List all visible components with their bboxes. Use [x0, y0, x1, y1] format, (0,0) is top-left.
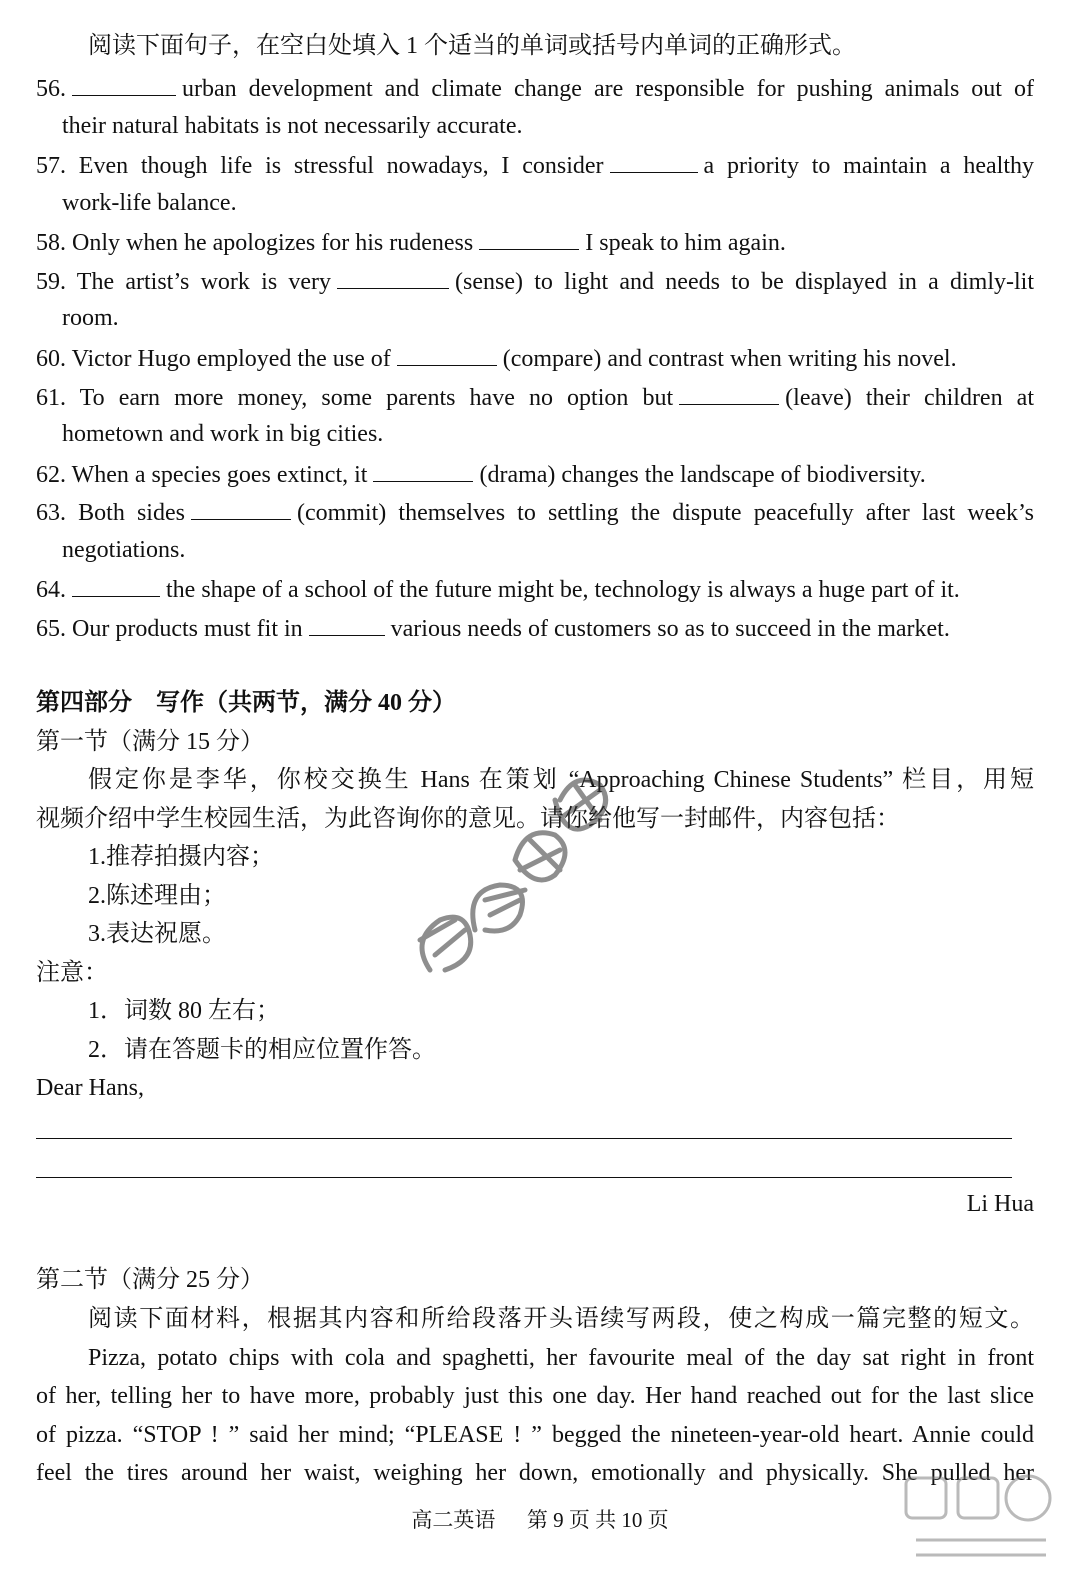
section1-point-2: 2.陈述理由；	[88, 883, 226, 909]
q58-text-after: I speak to him again.	[585, 230, 786, 256]
question-61	[36, 384, 1034, 410]
q63-text-after: (commit) themselves to settling the dispute peacefully after last week’s	[296, 500, 1034, 526]
notes-label: 注意：	[36, 960, 108, 986]
question-57	[36, 152, 1034, 178]
q62-text-after: (drama) changes the landscape of biodiversity.	[479, 462, 926, 488]
grammar-instruction: 阅读下面句子，在空白处填入 1 个适当的单词或括号内单词的正确形式。	[88, 33, 856, 59]
watermark-logo	[390, 740, 630, 990]
passage-line-2: of her, telling her to have more, probably just this one day. Her hand reached out for the last slice	[36, 1383, 1034, 1409]
q61-blank[interactable]	[679, 384, 779, 405]
passage-line-3: of pizza. “STOP ! ” said her mind; “PLEASE ! ” begged the nineteen-year-old heart. Annie could	[36, 1422, 1034, 1448]
corner-watermark-logo	[896, 1470, 1066, 1570]
q60-text-after: (compare) and contrast when writing his novel.	[502, 346, 957, 372]
q63-text-before: 63. Both sides	[36, 500, 185, 526]
passage-line-4: feel the tires around her waist, weighing her down, emotionally and physically. She pulled her	[36, 1460, 1034, 1486]
q59-text-before: 59. The artist’s work is very	[36, 269, 332, 295]
footer-page-number: 第 9 页 共 10 页	[526, 1508, 669, 1532]
question-58	[36, 229, 786, 255]
footer-subject: 高二英语	[411, 1508, 496, 1532]
passage-line-1: Pizza, potato chips with cola and spaghetti, her favourite meal of the day sat right in front	[88, 1345, 1034, 1371]
note-2: 2．请在答题卡的相应位置作答。	[88, 1037, 436, 1063]
section1-prompt-line2: 视频介绍中学生校园生活，为此咨询你的意见。请你给他写一封邮件，内容包括：	[36, 806, 900, 832]
q64-blank[interactable]	[72, 576, 160, 597]
section2-title: 第二节（满分 25 分）	[36, 1267, 264, 1293]
q58-text-before: 58. Only when he apologizes for his rudeness	[36, 230, 474, 256]
section1-prompt-line1: 假定你是李华，你校交换生 Hans 在策划 “Approaching Chinese Students” 栏目，用短	[88, 767, 1034, 793]
q65-text-after: various needs of customers so as to succeed in the market.	[390, 616, 950, 642]
writing-heading: 第四部分 写作（共两节，满分 40 分）	[36, 690, 456, 716]
question-63-continued: negotiations.	[62, 537, 186, 563]
answer-line-2[interactable]	[36, 1177, 1012, 1178]
q59-blank[interactable]	[337, 268, 449, 289]
q64-number: 64.	[36, 577, 66, 603]
q57-text-before: 57. Even though life is stressful nowadays, I consider	[36, 153, 604, 179]
question-61-continued: hometown and work in big cities.	[62, 421, 384, 447]
letter-greeting: Dear Hans,	[36, 1075, 144, 1101]
q62-blank[interactable]	[373, 461, 473, 482]
q58-blank[interactable]	[479, 229, 579, 250]
note-1: 1．词数 80 左右；	[88, 998, 280, 1024]
q56-text: urban development and climate change are responsible for pushing animals out of	[182, 76, 1034, 102]
q63-blank[interactable]	[191, 499, 291, 520]
question-63	[36, 499, 1034, 525]
letter-signature: Li Hua	[966, 1191, 1034, 1217]
question-62	[36, 461, 926, 487]
q60-text-before: 60. Victor Hugo employed the use of	[36, 346, 391, 372]
q61-text-before: 61. To earn more money, some parents have no option but	[36, 385, 674, 411]
question-57-continued: work-life balance.	[62, 190, 237, 216]
q57-text-after: a priority to maintain a healthy	[703, 153, 1035, 179]
q64-text: the shape of a school of the future might be, technology is always a huge part of it.	[166, 577, 960, 603]
q56-number: 56.	[36, 76, 66, 102]
section1-point-3: 3.表达祝愿。	[88, 921, 226, 947]
q57-blank[interactable]	[610, 152, 698, 173]
q65-blank[interactable]	[309, 615, 385, 636]
question-59-continued: room.	[62, 305, 119, 331]
section1-point-1: 1.推荐拍摄内容；	[88, 844, 274, 870]
q60-blank[interactable]	[397, 345, 497, 366]
q59-text-after: (sense) to light and needs to be displayed in a dimly-lit	[455, 269, 1034, 295]
question-60	[36, 345, 957, 371]
question-56	[36, 75, 1034, 101]
question-59	[36, 268, 1034, 294]
q61-text-after: (leave) their children at	[785, 385, 1035, 411]
q62-text-before: 62. When a species goes extinct, it	[36, 462, 368, 488]
question-56-continued: their natural habitats is not necessarily accurate.	[62, 113, 523, 139]
answer-line-1[interactable]	[36, 1138, 1012, 1139]
q65-text-before: 65. Our products must fit in	[36, 616, 303, 642]
q56-blank[interactable]	[72, 75, 176, 96]
section2-instruction: 阅读下面材料，根据其内容和所给段落开头语续写两段，使之构成一篇完整的短文。	[88, 1306, 1034, 1332]
question-64	[36, 576, 960, 602]
section1-title: 第一节（满分 15 分）	[36, 729, 264, 755]
question-65	[36, 615, 950, 641]
